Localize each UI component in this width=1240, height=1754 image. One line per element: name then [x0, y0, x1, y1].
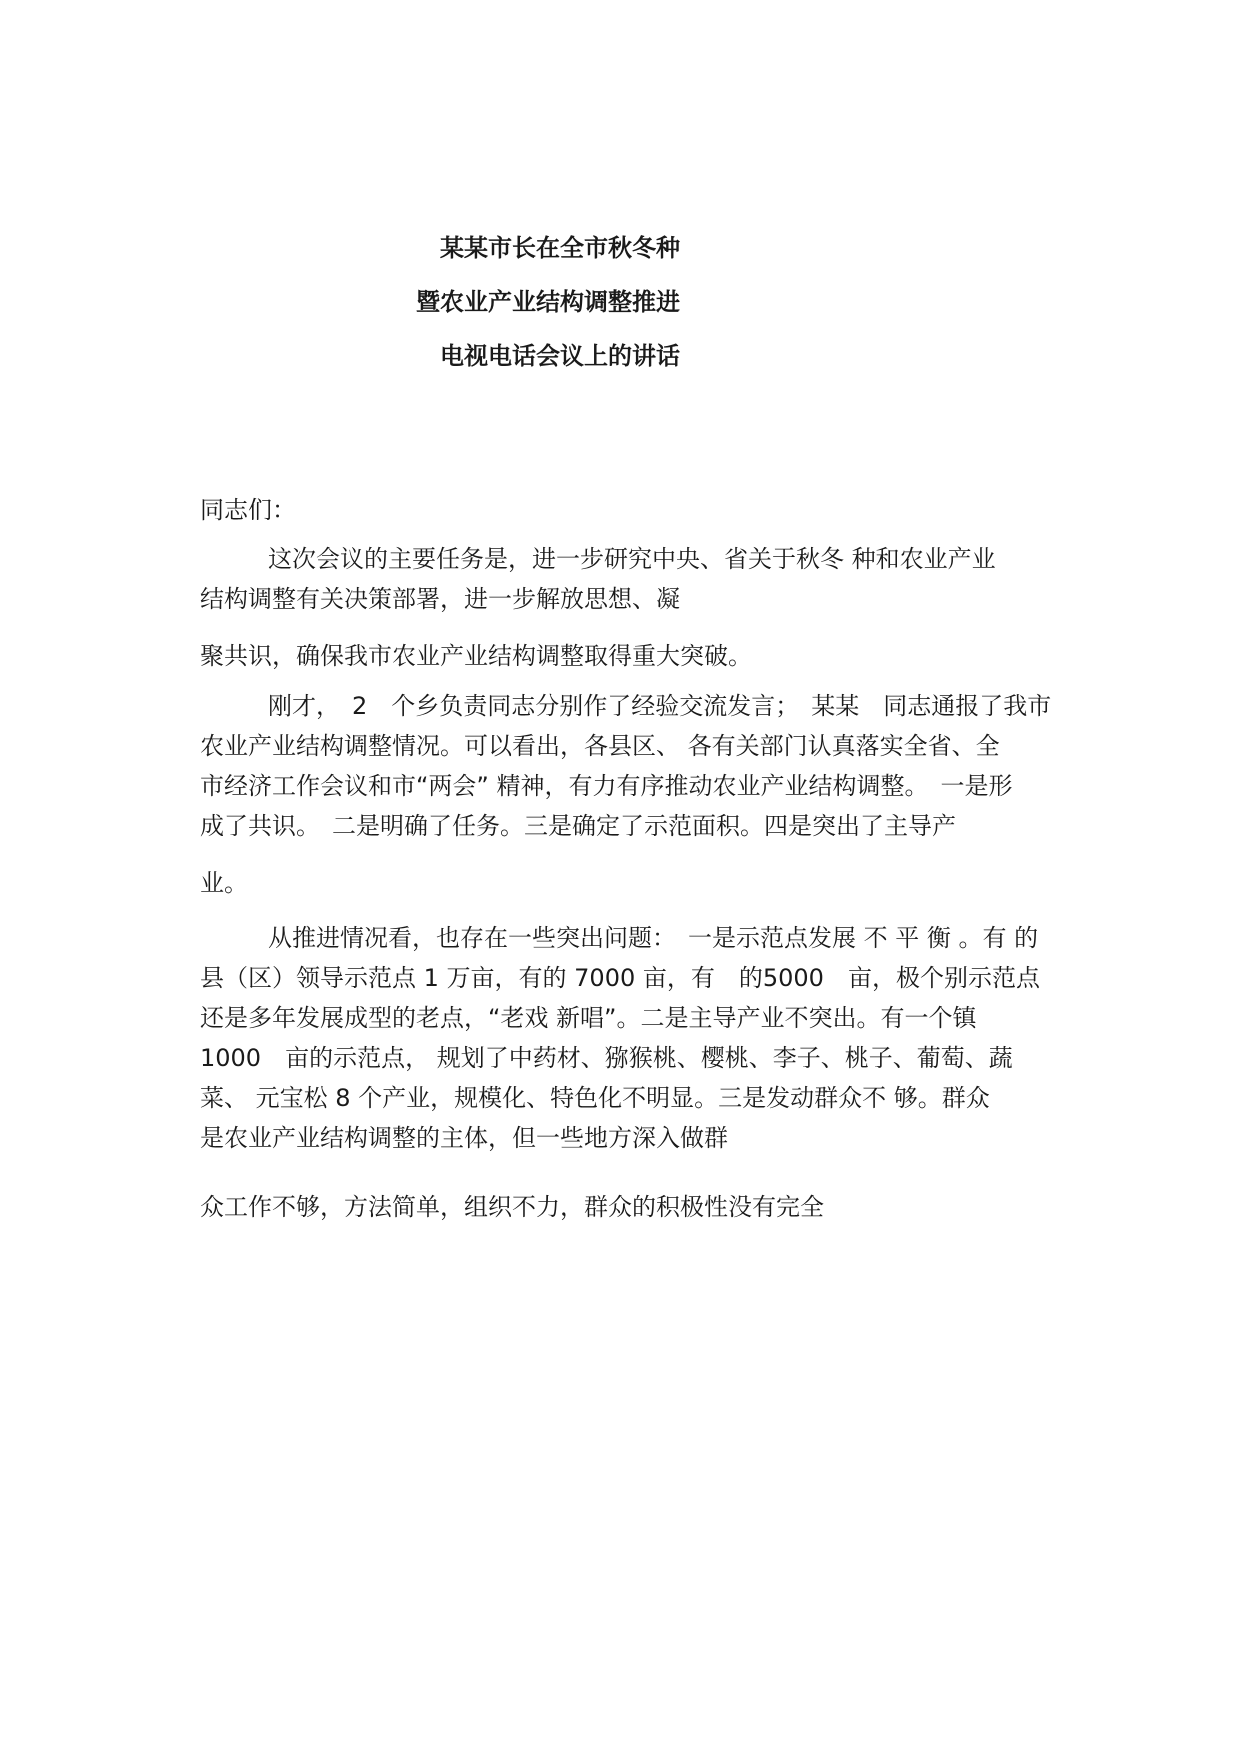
title-line-3: 电视电话会议上的讲话 [440, 342, 680, 370]
paragraph-3-line-4: 成了共识。 二是明确了任务。三是确定了示范面积。四是突出了主导产 [200, 812, 956, 840]
document-title [360, 236, 680, 398]
paragraph-3-line-2: 农业产业结构调整情况。可以看出，各县区、 各有关部门认真落实全省、全 [200, 732, 1000, 760]
salutation-text: 同志们： [200, 496, 296, 524]
paragraph-3-line-5: 业。 [200, 869, 248, 897]
paragraph-4-line-3: 还是多年发展成型的老点，“老戏 新唱”。二是主导产业不突出。有一个镇 [200, 1004, 977, 1032]
paragraph-2 [200, 636, 1080, 676]
paragraph-3-line-1: 刚才， 2 个乡负责同志分别作了经验交流发言； 某某 同志通报了我市 [268, 692, 1052, 720]
paragraph-3-line-3: 市经济工作会议和市“两会” 精神，有力有序推动农业产业结构调整。 一是形 [200, 772, 1013, 800]
paragraph-2-line-1: 聚共识，确保我市农业产业结构调整取得重大突破。 [200, 642, 752, 670]
title-line-1: 某某市长在全市秋冬种 [440, 234, 680, 262]
paragraph-4-line-5: 菜、 元宝松 8 个产业，规模化、特色化不明显。三是发动群众不 够。群众 [200, 1084, 990, 1112]
paragraph-4-line-6: 是农业产业结构调整的主体，但一些地方深入做群 [200, 1124, 728, 1152]
paragraph-5 [200, 1187, 1080, 1227]
salutation [200, 490, 1080, 530]
title-line-2: 暨农业产业结构调整推进 [416, 288, 680, 316]
paragraph-4-line-1: 从推进情况看，也存在一些突出问题： 一是示范点发展 不 平 衡 。有 的 [268, 924, 1039, 952]
paragraph-4-line-2: 县（区）领导示范点 1 万亩，有的 7000 亩，有 的5000 亩，极个别示范点 [200, 964, 1040, 992]
paragraph-3 [200, 686, 1080, 903]
paragraph-5-line-1: 众工作不够，方法简单，组织不力，群众的积极性没有完全 [200, 1193, 824, 1221]
paragraph-1-line-2: 结构调整有关决策部署，进一步解放思想、凝 [200, 585, 680, 613]
paragraph-1-line-1: 这次会议的主要任务是，进一步研究中央、省关于秋冬 种和农业产业 [268, 545, 996, 573]
paragraph-4-line-4: 1000 亩的示范点， 规划了中药材、猕猴桃、樱桃、李子、桃子、葡萄、蔬 [200, 1044, 1013, 1072]
paragraph-4 [200, 918, 1080, 1158]
paragraph-1 [200, 539, 1080, 619]
